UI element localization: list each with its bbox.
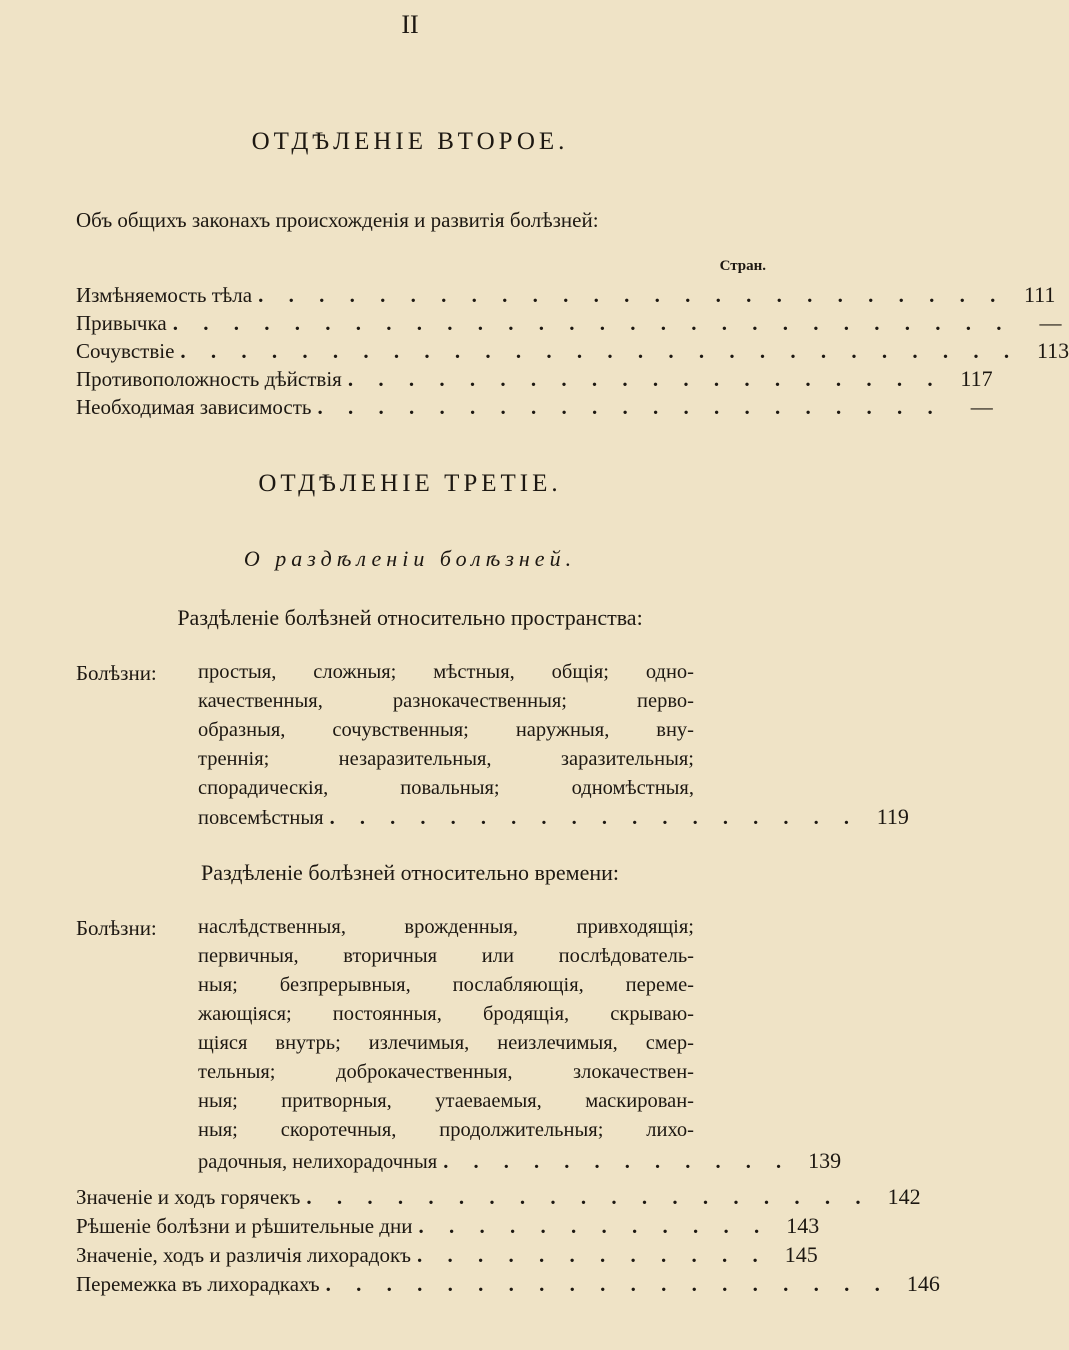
time-text-line: жающіяся; постоянныя, бродящія, скрываю- — [198, 1003, 694, 1025]
toc-entry-page: 111 — [1023, 282, 1056, 307]
toc-entry-page: 113 — [1036, 338, 1069, 363]
time-text-line: ныя; скоротечныя, продолжительныя; лихо- — [198, 1119, 694, 1141]
toc-entry-label: Противоположность дѣйствія — [76, 367, 342, 391]
space-page: 119 — [876, 804, 909, 829]
time-page: 139 — [808, 1148, 842, 1173]
time-text-line: наслѣдственныя, врожденныя, привходящія; — [198, 916, 694, 938]
leader-dots: . . . . . . . . . . . . — [418, 1214, 770, 1238]
space-division-title: Раздѣленіе болѣзней относительно пространства: — [177, 605, 643, 630]
time-block-label: Болѣзни: — [76, 916, 157, 940]
toc-entry — [76, 1213, 820, 1241]
toc-entry-label: Перемежка въ лихорадкахъ — [76, 1272, 320, 1296]
space-last-line — [198, 804, 909, 834]
toc-entry-page: 143 — [786, 1213, 820, 1238]
time-text-line: щіяся внутрь; излечимыя, неизлечимыя, смер- — [198, 1032, 694, 1054]
toc-entry — [76, 338, 1069, 366]
leader-dots: . . . . . . . . . . . . . . . . . . . . . . . . . — [258, 283, 1006, 307]
time-last-line-text: радочныя, нелихорадочныя — [198, 1151, 438, 1173]
time-text-line: ныя; притворныя, утаеваемыя, маскирован- — [198, 1090, 694, 1112]
leader-dots: . . . . . . . . . . . . — [417, 1243, 768, 1267]
toc-entry-label: Измѣняемость тѣла — [76, 283, 253, 307]
space-last-line-text: повсемѣстныя — [198, 807, 324, 829]
toc-entry-page: — — [970, 394, 993, 419]
toc-entry — [76, 1271, 940, 1299]
leader-dots: . . . . . . . . . . . . . . . . . . . . — [347, 367, 943, 391]
toc-entry-label: Привычка — [76, 311, 167, 335]
toc-entry-page: 145 — [784, 1242, 818, 1267]
time-text-line: первичныя, вторичныя или послѣдователь- — [198, 945, 694, 967]
section-three-subheading: О раздѣленіи болѣзней. — [243, 546, 577, 571]
toc-entry-label: Необходимая зависимость — [76, 395, 312, 419]
toc-entry — [76, 394, 993, 422]
leader-dots: . . . . . . . . . . . . . . . . . . — [329, 807, 859, 829]
toc-entry — [76, 1242, 818, 1270]
page-folio: II — [401, 10, 419, 39]
leader-dots: . . . . . . . . . . . . . . . . . . . . . . . . . . . . — [180, 339, 1020, 363]
toc-entry — [76, 310, 1062, 338]
leader-dots: . . . . . . . . . . . . . . . . . . . . . . . . . . . . — [172, 311, 1012, 335]
toc-entry — [76, 1184, 921, 1212]
leader-dots: . . . . . . . . . . . . . . . . . . . . . — [317, 395, 943, 419]
space-text-line: качественныя, разнокачественныя; перво- — [198, 690, 694, 712]
section-two-intro: Объ общихъ законахъ происхожденія и развитія болѣзней: — [76, 208, 599, 232]
toc-entry-label: Значеніе и ходъ горячекъ — [76, 1185, 301, 1209]
space-text-line: простыя, сложныя; мѣстныя, общія; одно- — [198, 661, 694, 683]
time-text-line: тельныя; доброкачественныя, злокачествен- — [198, 1061, 694, 1083]
space-text-line: треннія; незаразительныя, заразительныя; — [198, 748, 694, 770]
toc-entry-label: Значеніе, ходъ и различія лихорадокъ — [76, 1243, 412, 1267]
toc-entry-label: Сочувствіе — [76, 339, 175, 363]
toc-entry — [76, 366, 993, 394]
toc-entry-page: 142 — [887, 1184, 921, 1209]
toc-entry-page: 146 — [906, 1271, 940, 1296]
leader-dots: . . . . . . . . . . . . . . . . . . . — [325, 1272, 890, 1296]
page-column-header: Стран. — [719, 258, 766, 274]
space-text-line: спорадическія, повальныя; одномѣстныя, — [198, 777, 694, 799]
leader-dots: . . . . . . . . . . . . — [443, 1151, 792, 1173]
section-three-heading: ОТДѢЛЕНІЕ ТРЕТІЕ. — [258, 470, 562, 497]
time-last-line — [198, 1148, 842, 1178]
time-text-line: ныя; безпрерывныя, послабляющія, переме- — [198, 974, 694, 996]
toc-entry — [76, 282, 1056, 310]
space-block-label: Болѣзни: — [76, 661, 157, 685]
time-division-title: Раздѣленіе болѣзней относительно времени: — [201, 860, 619, 885]
toc-entry-page: 117 — [960, 366, 993, 391]
toc-entry-label: Рѣшеніе болѣзни и рѣшительные дни — [76, 1214, 413, 1238]
section-two-heading: ОТДѢЛЕНІЕ ВТОРОЕ. — [251, 128, 569, 155]
toc-entry-page: — — [1039, 310, 1062, 335]
space-text-line: образныя, сочувственныя; наружныя, вну- — [198, 719, 694, 741]
leader-dots: . . . . . . . . . . . . . . . . . . . — [306, 1185, 871, 1209]
